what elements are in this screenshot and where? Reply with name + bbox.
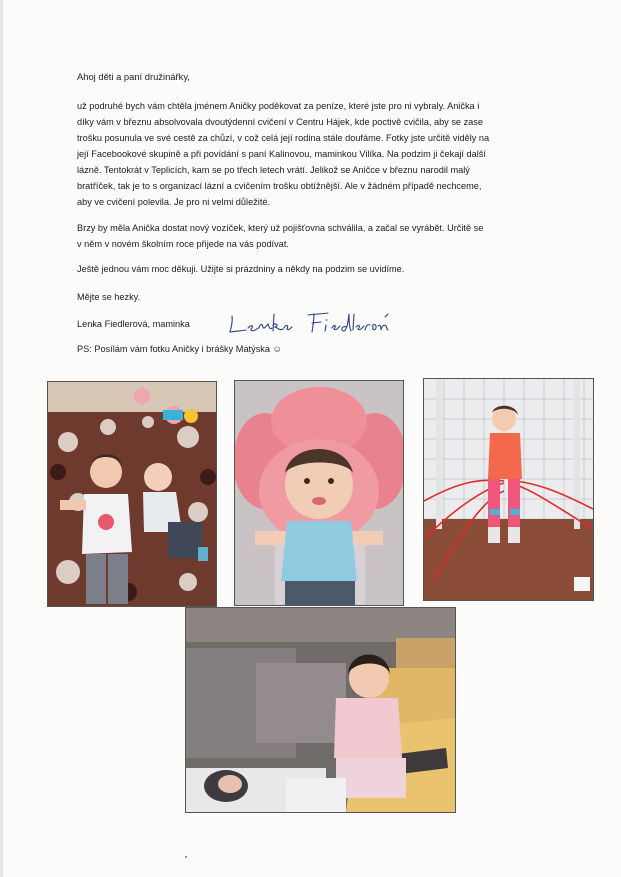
paragraph-line: už podruhé bych vám chtěla jménem Aničky poděkovat za peníze, které jste pro ni vybraly. Anička i	[77, 101, 480, 111]
letter-paragraph-3: Ještě jednou vám moc děkuji. Užijte si prázdniny a někdy na podzim se uvidíme.	[77, 264, 405, 274]
paragraph-line: lázně. Tentokrát v Teplicích, kam se po třech letech vrátí. Jelikož se Aničce v březnu narodil malý	[77, 165, 470, 175]
letter-paragraph-2	[77, 220, 555, 252]
letter-closing: Mějte se hezky.	[77, 292, 141, 302]
handwritten-signature	[228, 308, 398, 338]
letter-postscript: PS: Posílám vám fotku Aničky i brášky Matýska ☺	[77, 344, 282, 354]
scan-speck	[185, 856, 187, 858]
photo-children-on-rug	[47, 381, 217, 607]
paragraph-line: bratříček, tak je to s organizací lázní a cvičením trošku obtížnější. Ale v žádném případě nechceme,	[77, 181, 482, 191]
photo-child-in-therapy-cage	[423, 378, 594, 601]
paragraph-line: trošku posunula ve své cestě za chůzí, v což celá její rodina stále doufáme. Fotky jste určitě viděly na	[77, 133, 490, 143]
paragraph-line: Brzy by měla Anička dostat nový vozíček, který už pojišťovna schválila, a začal se vyrábět. Určitě se	[77, 223, 484, 233]
signature-name: Lenka Fiedlerová, maminka	[77, 319, 190, 329]
paragraph-line: aby ve cvičení polevila. Je pro ni velmi důležité.	[77, 197, 271, 207]
letter-greeting: Ahoj děti a paní družinářky,	[77, 71, 190, 82]
photo-baby-in-pink-seat	[234, 380, 404, 606]
paragraph-line: v něm v novém školním roce přijede na vás podívat.	[77, 239, 289, 249]
letter-paragraph-1	[77, 98, 557, 210]
paragraph-line: díky vám v březnu absolvovala dvoutýdenní cvičení v Centru Hájek, kde poctivě cvičila, aby se zase	[77, 117, 483, 127]
scan-edge	[0, 0, 3, 877]
paragraph-line: její Facebookové skupině a při povídání s paní Kalinovou, maminkou Vilíka. Na podzim ji čekají další	[77, 149, 486, 159]
photo-children-on-sofa	[185, 607, 456, 813]
